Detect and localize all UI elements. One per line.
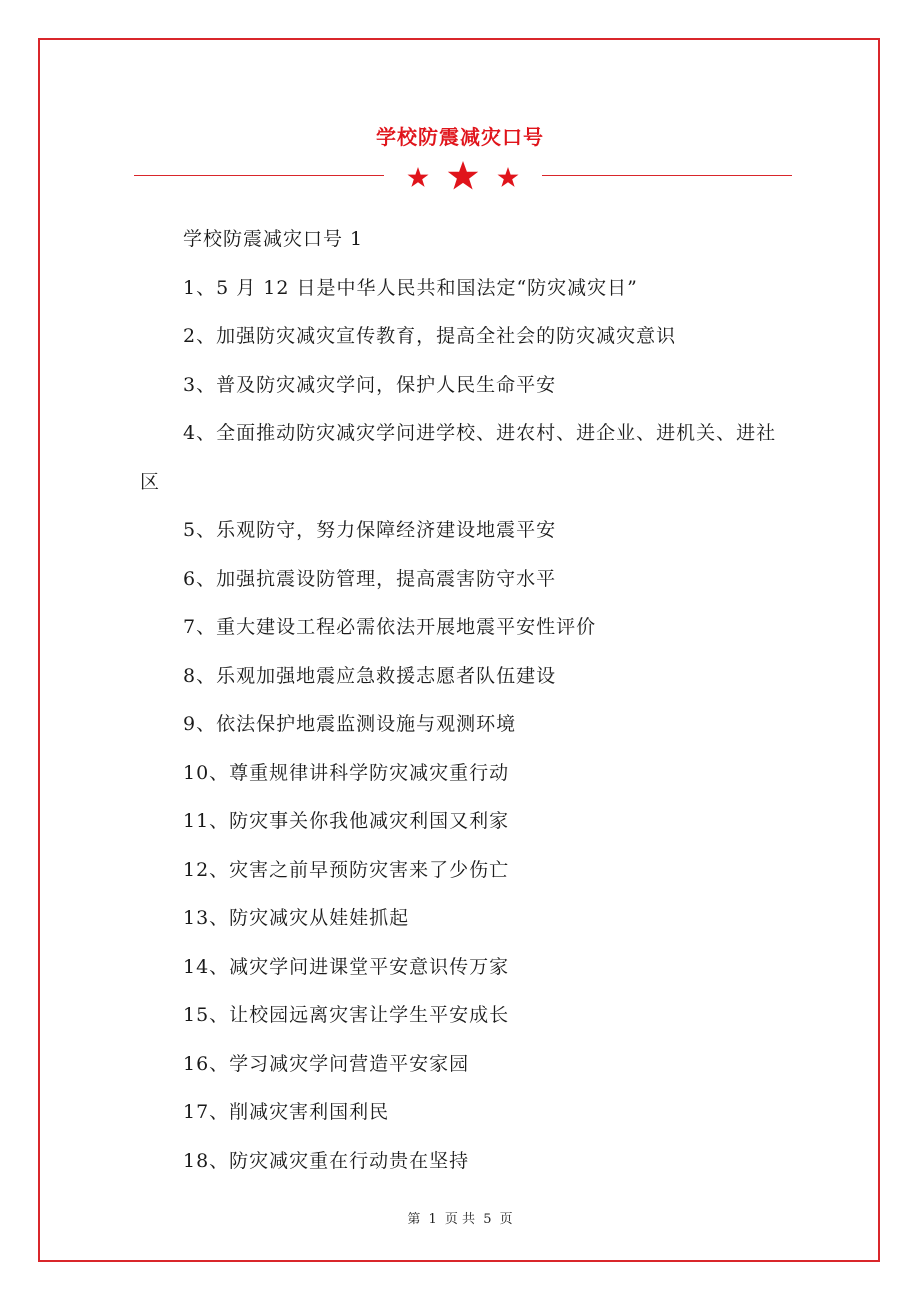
slogan-line: 5、乐观防守，努力保障经济建设地震平安: [183, 519, 557, 541]
slogan-line: 1、5 月 12 日是中华人民共和国法定“防灾减灾日”: [183, 276, 638, 299]
slogan-line: 12、灾害之前早预防灾害来了少伤亡: [183, 858, 510, 881]
slogan-line: 13、防灾减灾从娃娃抓起: [183, 907, 410, 929]
footer-total-pages: 5: [483, 1212, 492, 1227]
slogan-line: 8、乐观加强地震应急救援志愿者队伍建设: [183, 664, 557, 687]
slogan-line: 2、加强防灾减灾宣传教育，提高全社会的防灾减灾意识: [183, 325, 677, 347]
slogan-line: 6、加强抗震设防管理，提高震害防守水平: [183, 567, 557, 590]
footer-suffix: 页: [499, 1212, 513, 1227]
title-stars-ornament: [398, 158, 528, 198]
footer-middle: 页 共: [444, 1212, 476, 1227]
footer-current-page: 1: [428, 1212, 437, 1227]
document-title: 学校防震减灾口号: [376, 125, 544, 149]
footer-prefix: 第: [407, 1212, 421, 1227]
slogan-line: 10、尊重规律讲科学防灾减灾重行动: [183, 761, 510, 784]
section-heading: 学校防震减灾口号 1: [183, 228, 364, 250]
slogan-line: 3、普及防灾减灾学问，保护人民生命平安: [183, 373, 557, 396]
slogan-line: 7、重大建设工程必需依法开展地震平安性评价: [183, 616, 597, 638]
slogan-line: 14、减灾学问进课堂平安意识传万家: [183, 955, 510, 978]
title-divider-left: [134, 175, 384, 176]
slogan-line: 4、全面推动防灾减灾学问进学校、进农村、进企业、进机关、进社区: [140, 422, 777, 493]
slogan-line: 9、依法保护地震监测设施与观测环境: [183, 713, 517, 735]
slogan-line: 11、防灾事关你我他减灾利国又利家: [183, 810, 510, 832]
page-footer: [0, 1208, 920, 1227]
slogan-line: 15、让校园远离灾害让学生平安成长: [183, 1004, 510, 1026]
document-body: [140, 215, 780, 1185]
large-star-icon: [448, 161, 478, 190]
small-star-icon: [498, 167, 519, 187]
small-star-icon: [408, 167, 429, 187]
slogan-line: 16、学习减灾学问营造平安家园: [183, 1052, 470, 1075]
slogan-line: 18、防灾减灾重在行动贵在坚持: [183, 1149, 470, 1172]
title-divider-right: [542, 175, 792, 176]
slogan-line: 17、削减灾害利国利民: [183, 1101, 390, 1123]
